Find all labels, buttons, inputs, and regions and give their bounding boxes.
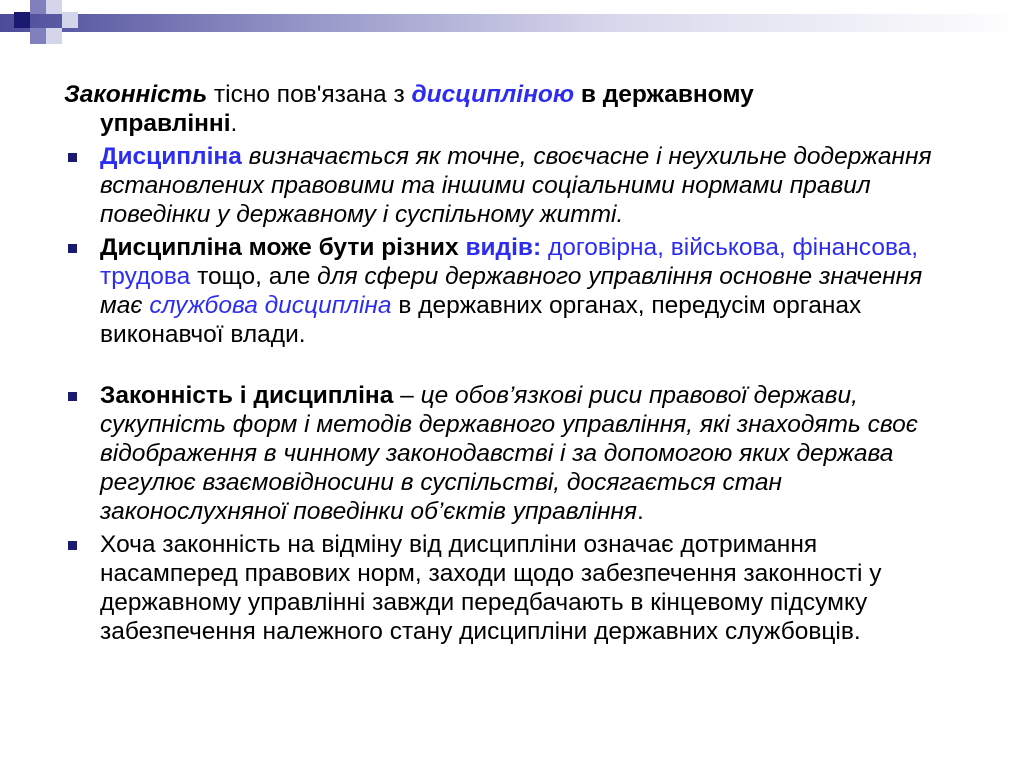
service-discipline: службова дисципліна (149, 292, 392, 319)
list-item (60, 233, 950, 349)
definition-text: визначається як точне, своєчасне і неухильне додержання встановлених правовими та іншими соціальними нормами правил поведінки у державному і суспільному житті. (100, 143, 932, 228)
list-item (60, 530, 950, 646)
types-text: тощо, але (190, 263, 318, 290)
types-lead: Дисципліна може бути різних (100, 234, 466, 261)
decor-square (46, 0, 62, 14)
square-bullet-icon (68, 244, 77, 253)
square-bullet-icon (68, 392, 77, 401)
closing-text: Хоча законність на відміну від дисципліни означає дотримання насамперед правових норм, заходи щодо забезпечення законності у державному управлінні завжди передбачають в кінцевому підсумку забезпечення належного стану дисципліни державних службовців. (100, 531, 882, 645)
types-label: видів: (465, 234, 542, 261)
decor-square (30, 0, 46, 14)
intro-text: тісно пов'язана з (207, 81, 412, 108)
intro-term-legality: Законність (64, 81, 208, 108)
list-item (60, 142, 950, 229)
types-tail: в державних органах, передусім органах виконавчої влади. (100, 292, 862, 348)
intro-term-discipline: дисципліною (411, 81, 575, 108)
intro-text-bold-2: управлінні (100, 110, 231, 137)
intro-text-bold: в державному (574, 81, 754, 108)
decor-square (62, 12, 78, 28)
term-discipline: Дисципліна (100, 143, 242, 170)
period: . (637, 498, 644, 525)
square-bullet-icon (68, 153, 77, 162)
list-item (60, 381, 950, 526)
types-italic: для сфери державного управління основне значення має (100, 263, 923, 319)
slide-body (60, 80, 950, 650)
header-gradient-bar (0, 14, 1024, 32)
decor-square (46, 28, 62, 44)
intro-paragraph (64, 80, 950, 138)
decor-square (30, 28, 46, 44)
types-list: договірна, військова, фінансова, трудова (100, 234, 919, 290)
dash: – (393, 382, 421, 409)
intro-period: . (230, 110, 238, 137)
bullet-list (60, 142, 950, 646)
decor-square (14, 12, 30, 28)
term-legality-discipline: Законність і дисципліна (100, 382, 394, 409)
definition-italic: це обов’язкові риси правової держави, сукупність форм і методів державного управління, які знаходять своє відображення в чинному законодавстві і за допомогою яких держава регулює взаємовідносини в суспільстві, досягається стан законослухняної поведінки об’єктів управління (100, 382, 918, 525)
square-bullet-icon (68, 541, 77, 550)
